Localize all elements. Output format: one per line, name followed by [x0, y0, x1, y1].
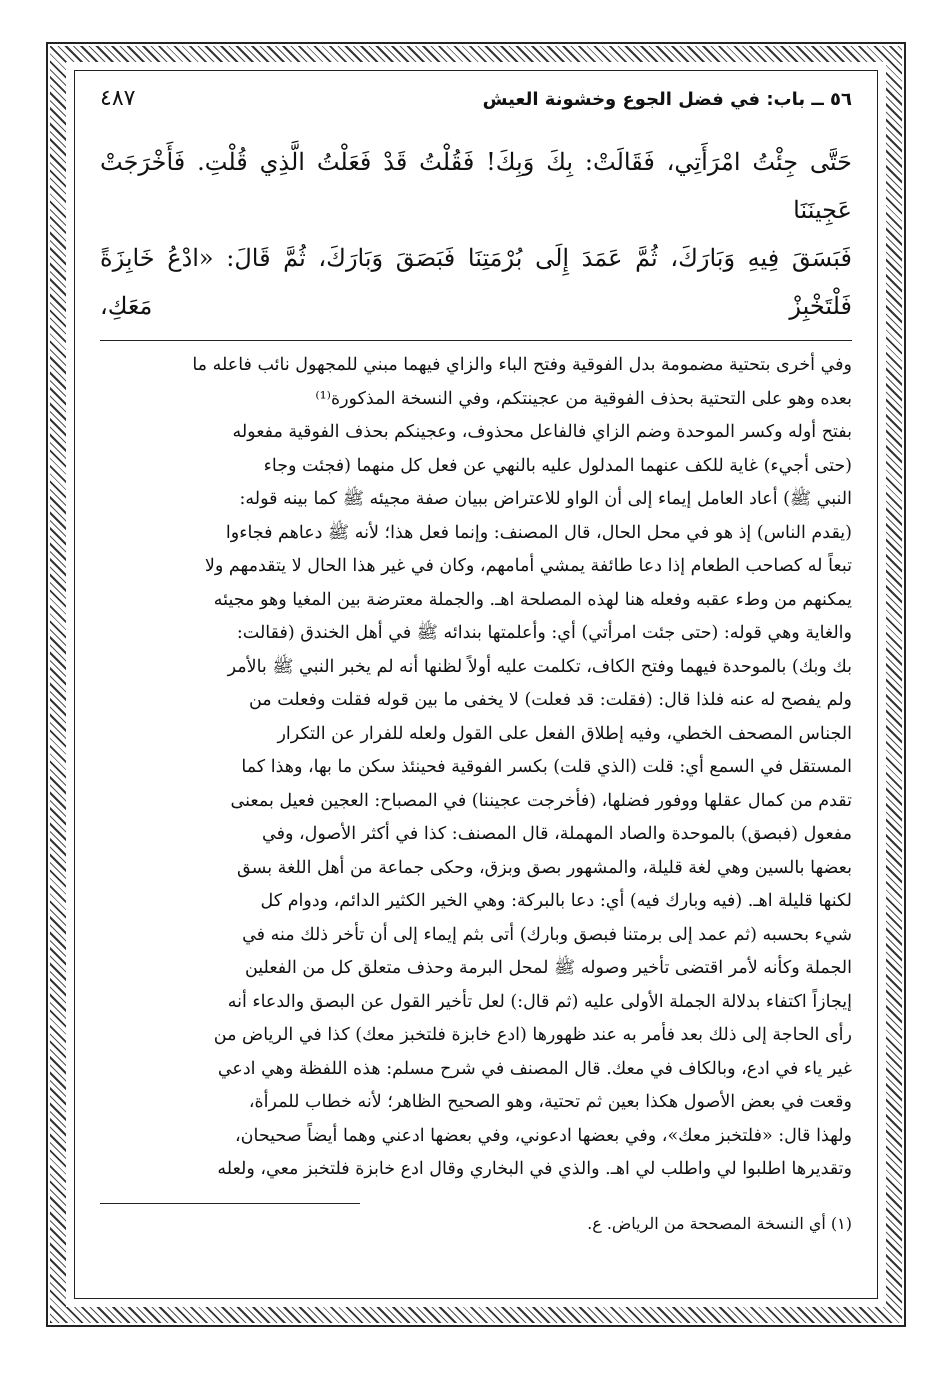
commentary-line: الجناس المصحف الخطي، وفيه إطلاق الفعل على القول ولعله للفرار عن التكرار [277, 723, 852, 744]
commentary-line: بعضها بالسين وهي لغة قليلة، والمشهور بصق وبزق، وحكى جماعة من أهل اللغة بسق [237, 857, 852, 878]
commentary-line: مفعول (فبصق) بالموحدة والصاد المهملة، قال المصنف: كذا في أكثر الأصول، وفي [262, 824, 852, 844]
commentary-line: إيجازاً اكتفاء بدلالة الجملة الأولى عليه (ثم قال:) لعل تأخير القول عن البصق والدعاء أنه [227, 991, 852, 1012]
page-content [100, 86, 852, 1296]
commentary-text [100, 349, 852, 1187]
chapter-title: ٥٦ ــ باب: في فضل الجوع وخشونة العيش [482, 89, 852, 110]
page-number: ٤٨٧ [100, 86, 136, 111]
commentary-line: تبعاً له كصاحب الطعام إذا دعا طائفة يمشي أمامهم، وكان في غير هذا الحال لا يتقدمهم ولا [204, 556, 852, 576]
commentary-line: لكنها قليلة اهـ. (فيه وبارك فيه) أي: دعا بالبركة: وهي الخير الكثير الدائم، ودوام كل [260, 891, 852, 911]
commentary-line: والغاية وهي قوله: (حتى جئت امرأتي) أي: وأعلمتها بندائه ﷺ في أهل الخندق (فقالت: [236, 623, 852, 643]
commentary-line: وقعت في بعض الأصول هكذا بعين ثم تحتية، وهو الصحيح الظاهر؛ لأنه خطاب للمرأة، [248, 1092, 852, 1112]
running-header [100, 86, 852, 120]
hadith-text [100, 138, 852, 330]
commentary-line: المستقل في السمع أي: قلت (الذي قلت) بكسر الفوقية فحينئذ سكن ما بها، وهذا كما [241, 757, 852, 777]
commentary-line: بعده وهو على التحتية بحذف الفوقية من عجينتكم، وفي النسخة المذكورة⁽¹⁾ [315, 388, 852, 409]
commentary-line: بك وبك) بالموحدة فيهما وفتح الكاف، تكلمت عليه أولاً لظنها أنه لم يخبر النبي ﷺ بالأمر [227, 656, 852, 677]
commentary-line: النبي ﷺ) أعاد العامل إيماء إلى أن الواو للاعتراض ببيان صفة مجيئه ﷺ كما بينه قوله: [239, 489, 852, 509]
hadith-line: فَبَسَقَ فِيهِ وَبَارَكَ، ثُمَّ عَمَدَ إِلَى بُرْمَتِنَا فَبَصَقَ وَبَارَكَ، ثُمَّ قَالَ: «ادْعُ خَابِزَةً فَلْتَخْبِزْ مَعَكِ، [100, 244, 852, 320]
commentary-line: (حتى أجيء) غاية للكف عنهما المدلول عليه بالنهي عن فعل كل منهما (فجئت وجاء [263, 455, 852, 476]
commentary-line: (يقدم الناس) إذ هو في محل الحال، قال المصنف: وإنما فعل هذا؛ لأنه ﷺ دعاهم فجاءوا [225, 522, 852, 543]
commentary-line: وفي أخرى بتحتية مضمومة بدل الفوقية وفتح الباء والزاي فيهما مبني للمجهول نائب فاعله ما [192, 355, 852, 375]
commentary-line: ولم يفصح له عنه فلذا قال: (فقلت: قد فعلت) لا يخفى ما بين قوله فقلت وفعلت من [248, 690, 852, 710]
footnote: (١) أي النسخة المصححة من الرياض. ع. [587, 1213, 852, 1233]
commentary-line: الجملة وكأنه لأمر اقتضى تأخير وصوله ﷺ لمحل البرمة وحذف متعلق كل من الفعلين [244, 958, 852, 978]
footnote-rule [100, 1203, 360, 1204]
commentary-line: وتقديرها اطلبوا لي واطلب لي اهـ. والذي في البخاري وقال ادع خابزة فلتخبز معي، ولعله [217, 1159, 852, 1179]
commentary-line: ولهذا قال: «فلتخبز معك»، وفي بعضها ادعوني، وفي بعضها ادعني وهما أيضاً صحيحان، [235, 1125, 852, 1146]
commentary-line: رأى الحاجة إلى ذلك بعد فأمر به عند ظهورها (ادع خابزة فلتخبز معك) كذا في الرياض من [213, 1025, 852, 1045]
hadith-line: حَتَّى جِئْتُ امْرَأَتِي، فَقَالَتْ: بِكَ وَبِكَ! فَقُلْتُ قَدْ فَعَلْتُ الَّذِي قُلْتِ. فَأَخْرَجَتْ عَجِينَنَا [100, 148, 852, 224]
commentary-line: بفتح أوله وكسر الموحدة وضم الزاي فالفاعل محذوف، وعجينكم بحذف الفوقية مفعوله [232, 422, 852, 442]
commentary-line: غير ياء في ادع، وبالكاف في معك. قال المصنف في شرح مسلم: هذه اللفظة وهي ادعي [217, 1058, 852, 1079]
commentary-line: يمكنهم من وطء عقبه وفعله هنا لهذه المصلحة اهـ. والجملة معترضة بين المغيا وهو مجيئه [213, 589, 852, 610]
commentary-line: تقدم من كمال عقلها ووفور فضلها، (فأخرجت عجيننا) في المصباح: العجين فعيل بمعنى [230, 790, 852, 811]
separator-rule [100, 340, 852, 341]
commentary-line: شيء بحسبه (ثم عمد إلى برمتنا فبصق وبارك) أتى بثم إيماء إلى أن تأخر ذلك منه في [242, 924, 852, 945]
